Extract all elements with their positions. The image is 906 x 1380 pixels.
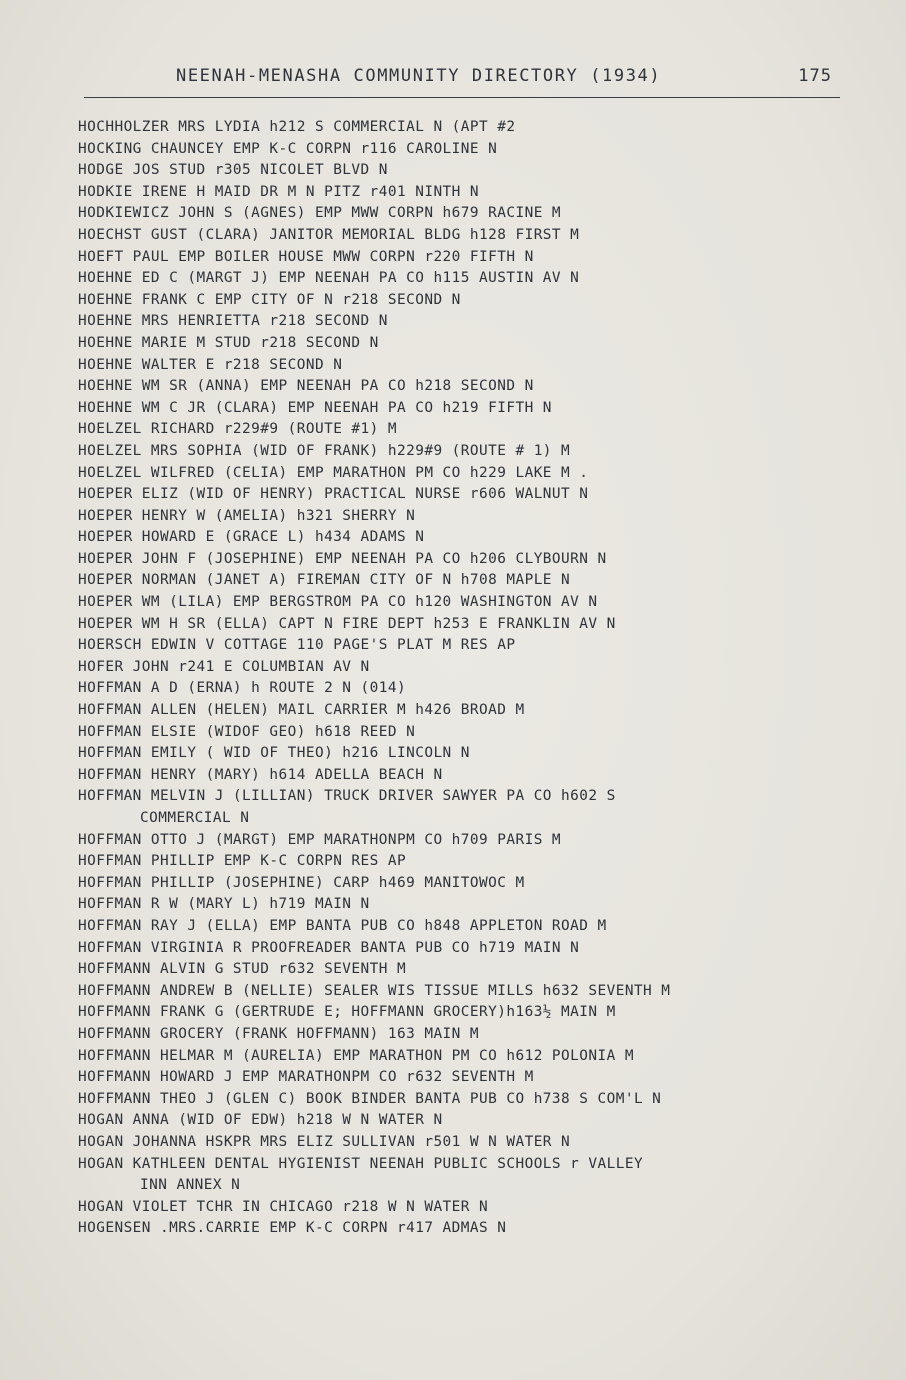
directory-entry: HOGAN VIOLET TCHR IN CHICAGO r218 W N WATER N [78, 1198, 489, 1215]
directory-entry: HOELZEL RICHARD r229#9 (ROUTE #1) M [78, 421, 397, 438]
directory-entry: HOEPER NORMAN (JANET A) FIREMAN CITY OF N h708 MAPLE N [78, 572, 571, 589]
directory-entry: HOFFMAN RAY J (ELLA) EMP BANTA PUB CO h848 APPLETON ROAD M [78, 917, 607, 934]
directory-entry: HOFFMAN HENRY (MARY) h614 ADELLA BEACH N [78, 766, 443, 783]
directory-entry: HOFFMANN FRANK G (GERTRUDE E; HOFFMANN GROCERY)h163½ MAIN M [78, 1004, 616, 1021]
directory-entry: HOFFMAN EMILY ( WID OF THEO) h216 LINCOLN N [78, 745, 470, 762]
directory-entry: HOELZEL WILFRED (CELIA) EMP MARATHON PM CO h229 LAKE M . [78, 464, 589, 481]
directory-entry: HOGENSEN .MRS.CARRIE EMP K-C CORPN r417 ADMAS N [78, 1220, 507, 1237]
directory-entry: HOFFMAN VIRGINIA R PROOFREADER BANTA PUB CO h719 MAIN N [78, 939, 580, 956]
directory-entry: HODGE JOS STUD r305 NICOLET BLVD N [78, 162, 388, 179]
directory-entry: HOFER JOHN r241 E COLUMBIAN AV N [78, 658, 370, 675]
directory-entries [78, 117, 898, 1240]
directory-entry-continuation: INN ANNEX N [140, 1177, 241, 1194]
directory-entry: HOFFMANN GROCERY (FRANK HOFFMANN) 163 MAIN M [78, 1025, 480, 1042]
directory-entry: HOEHNE MARIE M STUD r218 SECOND N [78, 334, 379, 351]
directory-entry: HODKIE IRENE H MAID DR M N PITZ r401 NINTH N [78, 183, 480, 200]
directory-entry: HOEHNE ED C (MARGT J) EMP NEENAH PA CO h115 AUSTIN AV N [78, 270, 580, 287]
directory-entry: HOEPER WM (LILA) EMP BERGSTROM PA CO h120 WASHINGTON AV N [78, 594, 598, 611]
directory-entry: HOFFMAN OTTO J (MARGT) EMP MARATHONPM CO h709 PARIS M [78, 831, 562, 848]
directory-entry: HOEHNE WM C JR (CLARA) EMP NEENAH PA CO h219 FIFTH N [78, 399, 552, 416]
directory-entry: HOCHHOLZER MRS LYDIA h212 S COMMERCIAL N (APT #2 [78, 119, 516, 135]
directory-entry: HOEPER WM H SR (ELLA) CAPT N FIRE DEPT h253 E FRANKLIN AV N [78, 615, 616, 632]
directory-entry: HOGAN ANNA (WID OF EDW) h218 W N WATER N [78, 1112, 443, 1129]
page-title: NEENAH-MENASHA COMMUNITY DIRECTORY (1934) [176, 66, 662, 86]
directory-entry: HOGAN KATHLEEN DENTAL HYGIENIST NEENAH PUBLIC SCHOOLS r VALLEY [78, 1155, 644, 1172]
directory-entry-continuation: COMMERCIAL N [140, 810, 250, 826]
directory-entry: HOEHNE FRANK C EMP CITY OF N r218 SECOND N [78, 291, 461, 308]
page-number: 175 [798, 66, 832, 86]
directory-entry: HOERSCH EDWIN V COTTAGE 110 PAGE'S PLAT M RES AP [78, 637, 516, 654]
directory-entry: HOFFMAN A D (ERNA) h ROUTE 2 N (014) [78, 680, 407, 697]
directory-entry: HOFFMANN HELMAR M (AURELIA) EMP MARATHON PM CO h612 POLONIA M [78, 1047, 634, 1064]
directory-entry: HOEHNE WM SR (ANNA) EMP NEENAH PA CO h218 SECOND N [78, 378, 534, 395]
directory-entry: HOFFMAN ALLEN (HELEN) MAIL CARRIER M h426 BROAD M [78, 702, 525, 719]
directory-entry: HOFFMAN PHILLIP (JOSEPHINE) CARP h469 MANITOWOC M [78, 874, 525, 891]
directory-entry: HOECHST GUST (CLARA) JANITOR MEMORIAL BLDG h128 FIRST M [78, 226, 580, 243]
directory-entry: HOFFMANN ALVIN G STUD r632 SEVENTH M [78, 961, 407, 978]
page-header [84, 66, 844, 96]
directory-entry: HOFFMAN MELVIN J (LILLIAN) TRUCK DRIVER SAWYER PA CO h602 S [78, 788, 616, 805]
directory-entry: HOEPER HOWARD E (GRACE L) h434 ADAMS N [78, 529, 425, 546]
directory-entry: HOEPER ELIZ (WID OF HENRY) PRACTICAL NURSE r606 WALNUT N [78, 486, 589, 503]
directory-entry: HOFFMANN ANDREW B (NELLIE) SEALER WIS TISSUE MILLS h632 SEVENTH M [78, 982, 671, 999]
directory-entry: HOEPER JOHN F (JOSEPHINE) EMP NEENAH PA CO h206 CLYBOURN N [78, 550, 607, 567]
directory-entry: HOEFT PAUL EMP BOILER HOUSE MWW CORPN r220 FIFTH N [78, 248, 534, 265]
directory-entry: HOCKING CHAUNCEY EMP K-C CORPN r116 CAROLINE N [78, 140, 498, 157]
directory-entry: HOFFMANN HOWARD J EMP MARATHONPM CO r632 SEVENTH M [78, 1069, 534, 1086]
directory-entry: HOEHNE WALTER E r218 SECOND N [78, 356, 343, 373]
directory-entry: HOELZEL MRS SOPHIA (WID OF FRANK) h229#9 (ROUTE # 1) M [78, 442, 571, 459]
directory-entry: HOGAN JOHANNA HSKPR MRS ELIZ SULLIVAN r501 W N WATER N [78, 1133, 571, 1150]
header-rule [84, 97, 840, 98]
directory-entry: HOFFMAN PHILLIP EMP K-C CORPN RES AP [78, 853, 407, 870]
directory-entry: HOEPER HENRY W (AMELIA) h321 SHERRY N [78, 507, 416, 524]
directory-entry: HOFFMANN THEO J (GLEN C) BOOK BINDER BANTA PUB CO h738 S COM'L N [78, 1090, 662, 1107]
directory-entry: HOFFMAN R W (MARY L) h719 MAIN N [78, 896, 370, 913]
directory-entry: HOEHNE MRS HENRIETTA r218 SECOND N [78, 313, 388, 330]
directory-entry: HOFFMAN ELSIE (WIDOF GEO) h618 REED N [78, 723, 416, 740]
directory-entry: HODKIEWICZ JOHN S (AGNES) EMP MWW CORPN h679 RACINE M [78, 205, 562, 222]
